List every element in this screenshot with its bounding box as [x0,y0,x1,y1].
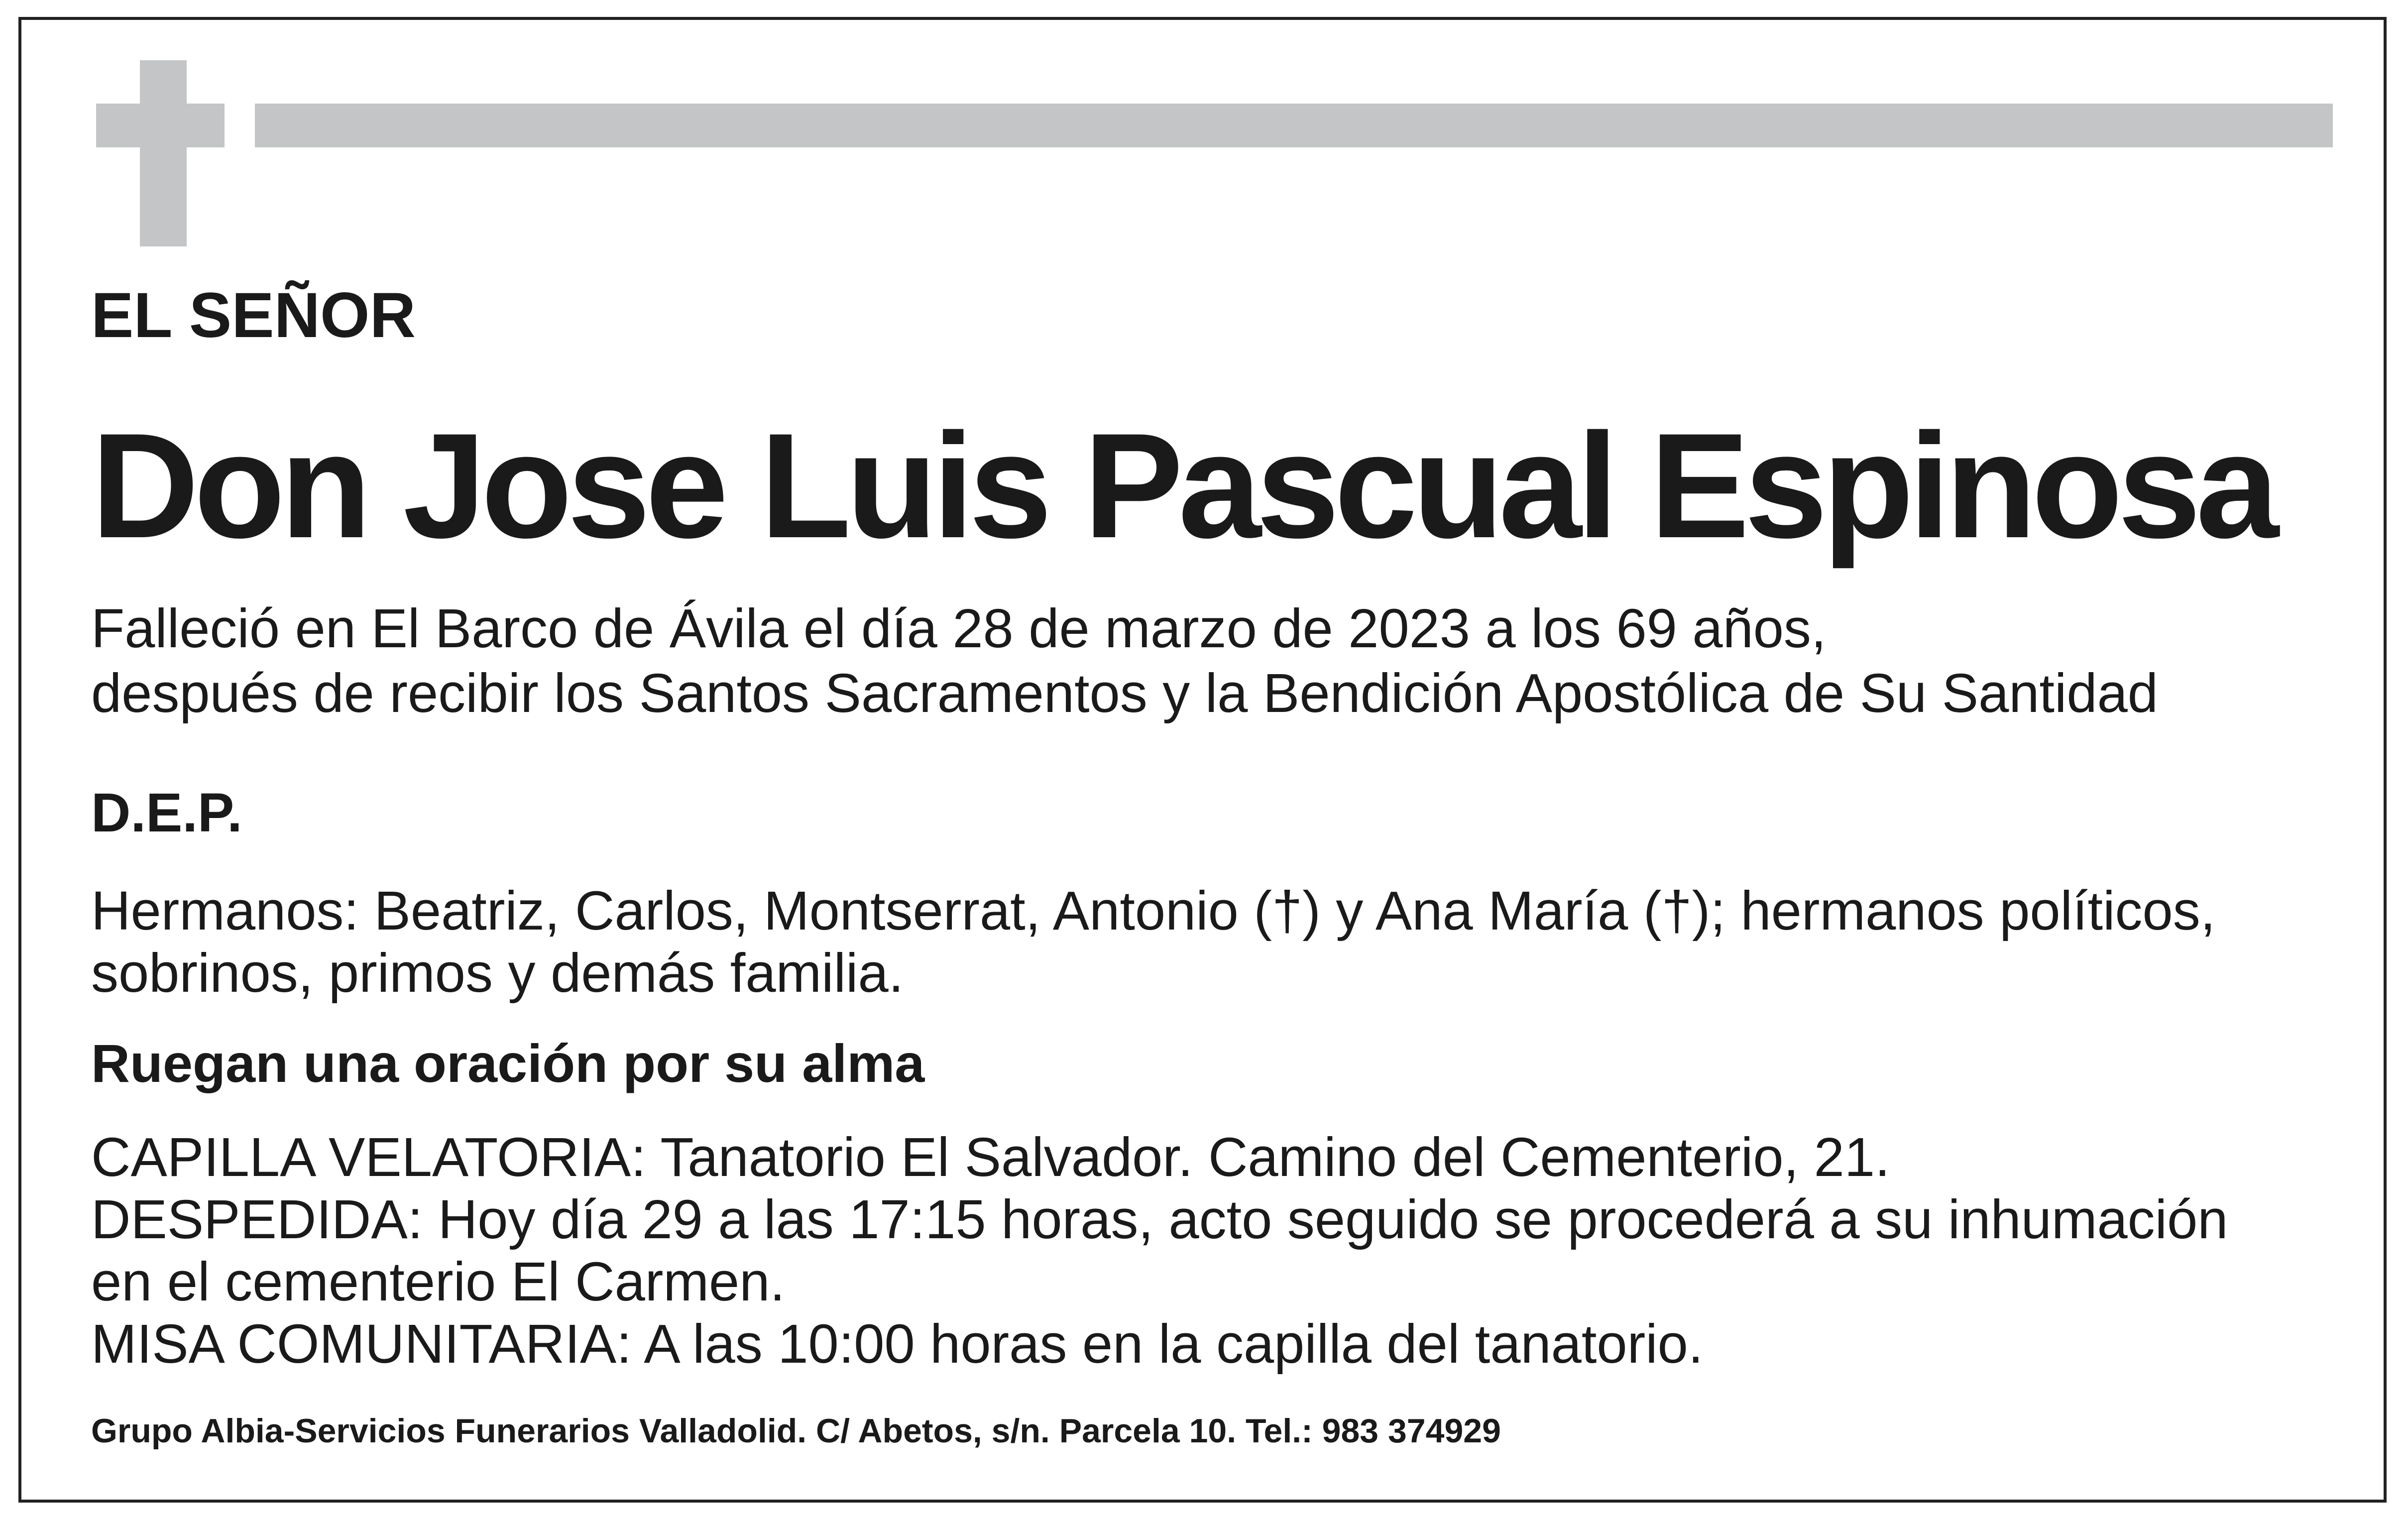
service-line-mass: MISA COMUNITARIA: A las 10:00 horas en la capilla del tanatorio. [91,1313,1704,1375]
death-line-1: Falleció en El Barco de Ávila el día 28 de marzo de 2023 a los 69 años, [91,598,1827,659]
header-rule [255,104,2333,147]
service-line-chapel: CAPILLA VELATORIA: Tanatorio El Salvador. Camino del Cementerio, 21. [91,1127,1890,1188]
family-line-2: sobrinos, primos y demás familia. [91,942,904,1004]
funeral-home-footer: Grupo Albia-Servicios Funerarios Valladolid. C/ Abetos, s/n. Parcela 10. Tel.: 983 374929 [91,1412,1501,1450]
rip-label: D.E.P. [91,782,242,843]
family-line-1: Hermanos: Beatriz, Carlos, Montserrat, Antonio (†) y Ana María (†); hermanos políticos, [91,880,2216,941]
cross-horizontal-bar [96,104,225,147]
cross-vertical-bar [140,60,187,246]
service-line-cemetery: en el cementerio El Carmen. [91,1251,785,1312]
prayer-request: Ruegan una oración por su alma [91,1033,925,1093]
death-line-2: después de recibir los Santos Sacramentos y la Bendición Apostólica de Su Santidad [91,663,2158,724]
service-line-farewell: DESPEDIDA: Hoy día 29 a las 17:15 horas, acto seguido se procederá a su inhumación [91,1189,2228,1250]
salutation: EL SEÑOR [91,280,416,351]
deceased-name: Don Jose Luis Pascual Espinosa [91,402,2274,569]
